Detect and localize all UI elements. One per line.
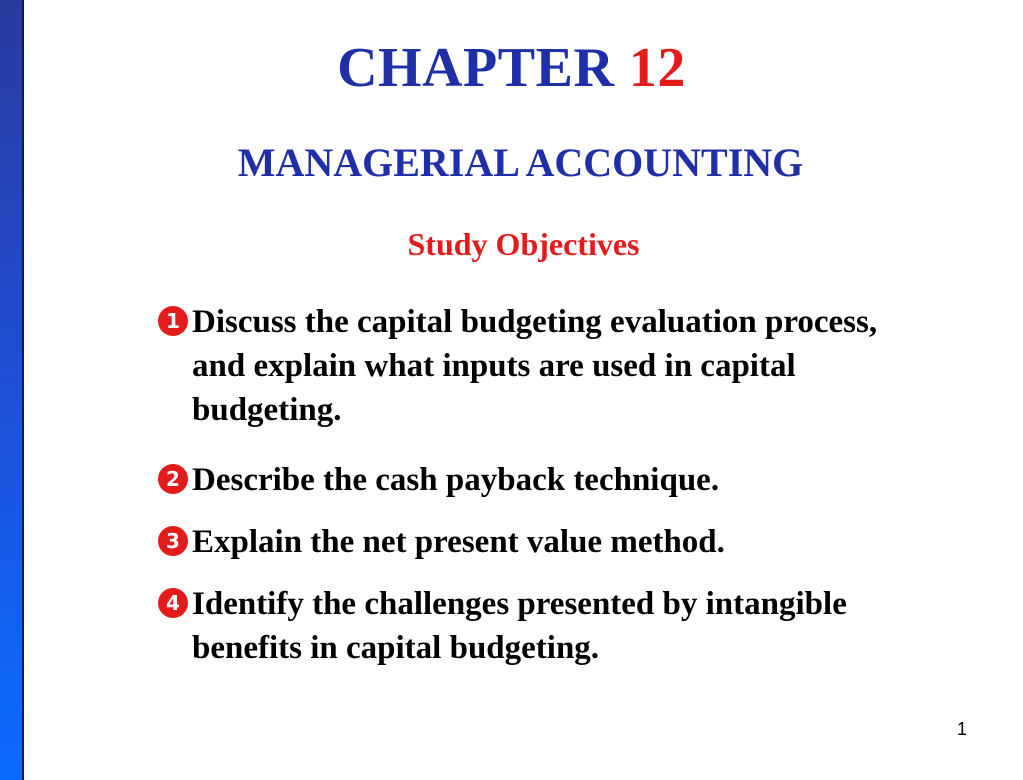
- numbered-circle-icon: 4: [158, 588, 188, 618]
- objective-item-2: [158, 458, 958, 502]
- objective-item-3: [158, 520, 958, 564]
- side-accent-bar: [0, 0, 24, 780]
- objective-text: Discuss the capital budgeting evaluation process, and explain what inputs are used in capital budgeting.: [192, 304, 878, 428]
- numbered-circle-icon: 2: [158, 464, 188, 494]
- numbered-circle-icon: 3: [158, 526, 188, 556]
- chapter-number: 12: [628, 37, 686, 99]
- objectives-list: [158, 300, 958, 696]
- chapter-label: CHAPTER: [337, 37, 615, 99]
- objective-text: Explain the net present value method.: [192, 524, 725, 560]
- objectives-heading: Study Objectives: [407, 226, 640, 262]
- objective-text: Describe the cash payback technique.: [192, 462, 720, 498]
- objective-text: Identify the challenges presented by intangible benefits in capital budgeting.: [192, 586, 847, 666]
- page-number: 1: [956, 719, 967, 739]
- numbered-circle-icon: 1: [158, 306, 188, 336]
- chapter-title: [0, 36, 1023, 100]
- course-subtitle: MANAGERIAL ACCOUNTING: [237, 140, 804, 185]
- objective-item-4: [158, 582, 958, 670]
- objective-item-1: [158, 300, 958, 432]
